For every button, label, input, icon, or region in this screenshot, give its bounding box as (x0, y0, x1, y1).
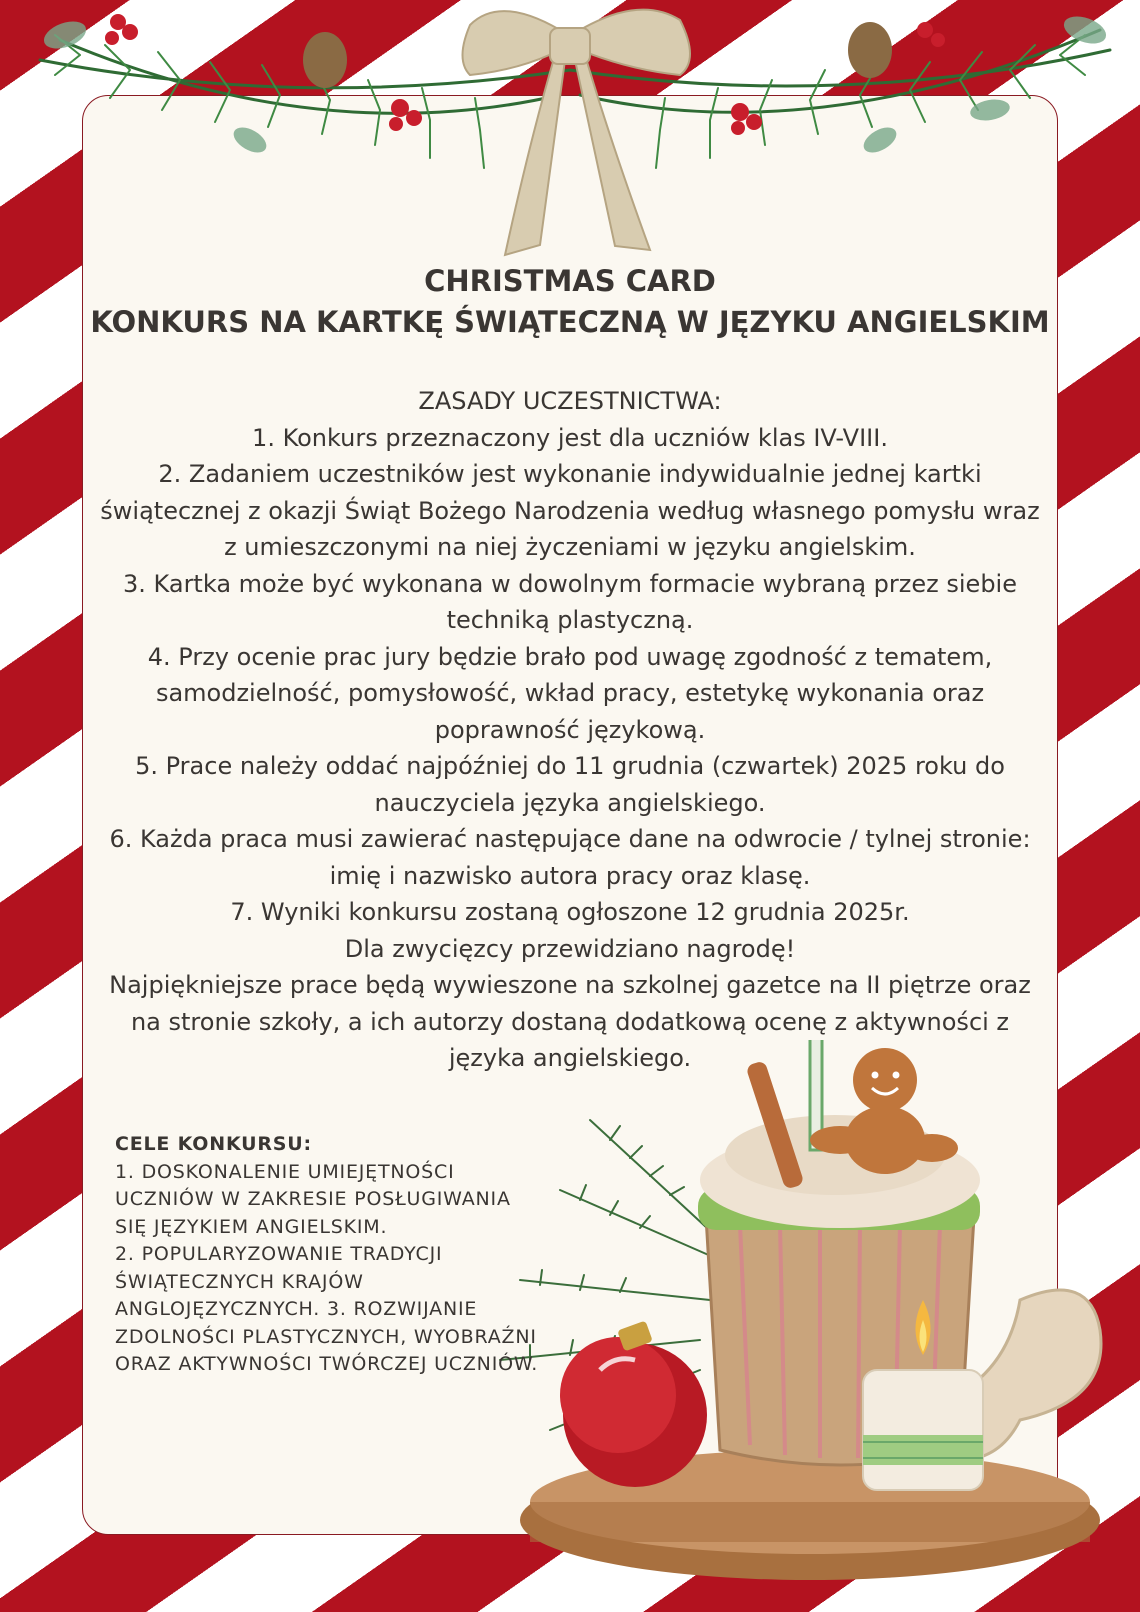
rule-item: 4. Przy ocenie prac jury będzie brało pod uwagę zgodność z tematem, samodzielność, pomysłowość, wkład pracy, estetykę wykonania oraz poprawność językową. (147, 642, 993, 744)
rule-item: 5. Prace należy oddać najpóźniej do 11 grudnia (czwartek) 2025 roku do nauczyciela języka angielskiego. (135, 752, 1005, 817)
contest-title: KONKURS NA KARTKĘ ŚWIĄTECZNĄ W JĘZYKU ANGIELSKIM (90, 305, 1050, 339)
title-block (82, 262, 1058, 344)
rule-item: 1. Konkurs przeznaczony jest dla uczniów klas IV-VIII. (252, 423, 888, 452)
pine-garland-with-bow (0, 0, 1140, 260)
rules-heading: ZASADY UCZESTNICTWA: (418, 387, 722, 415)
rule-item: 3. Kartka może być wykonana w dowolnym formacie wybraną przez siebie techniką plastyczną. (123, 569, 1017, 634)
display-note: Najpiękniejsze prace będą wywieszone na szkolnej gazetce na II piętrze oraz na stronie szkoły, a ich autorzy dostaną dodatkową ocenę z aktywności z języka angielskiego. (109, 971, 1031, 1072)
prize-note: Dla zwycięzcy przewidziano nagrodę! (344, 934, 796, 963)
rule-item: 7. Wyniki konkursu zostaną ogłoszone 12 grudnia 2025r. (230, 898, 910, 926)
goals-section (115, 1131, 545, 1379)
card-title: CHRISTMAS CARD (424, 264, 716, 298)
rule-item: 6. Każda praca musi zawierać następujące dane na odwrocie / tylnej stronie: imię i nazwisko autora pracy oraz klasę. (109, 825, 1031, 890)
rules-section (92, 383, 1048, 1077)
hot-cocoa-mug-with-gingerbread (440, 1040, 1140, 1612)
rule-item: 2. Zadaniem uczestników jest wykonanie indywidualnie jednej kartki świątecznej z okazji Świąt Bożego Narodzenia według własnego pomysłu wraz z umieszczonymi na niej życzeniami w języku angielskim. (100, 460, 1040, 561)
goals-heading: CELE KONKURSU: (115, 1133, 312, 1155)
goals-body: 1. DOSKONALENIE UMIEJĘTNOŚCI UCZNIÓW W ZAKRESIE POSŁUGIWANIA SIĘ JĘZYKIEM ANGIELSKIM. 2. POPULARYZOWANIE TRADYCJI ŚWIĄTECZNYCH KRAJÓW ANGLOJĘZYCZNYCH. 3. ROZWIJANIE ZDOLNOŚCI PLASTYCZNYCH, WYOBRAŹNI ORAZ AKTYWNOŚCI TWÓRCZEJ UCZNIÓW. (115, 1160, 539, 1375)
